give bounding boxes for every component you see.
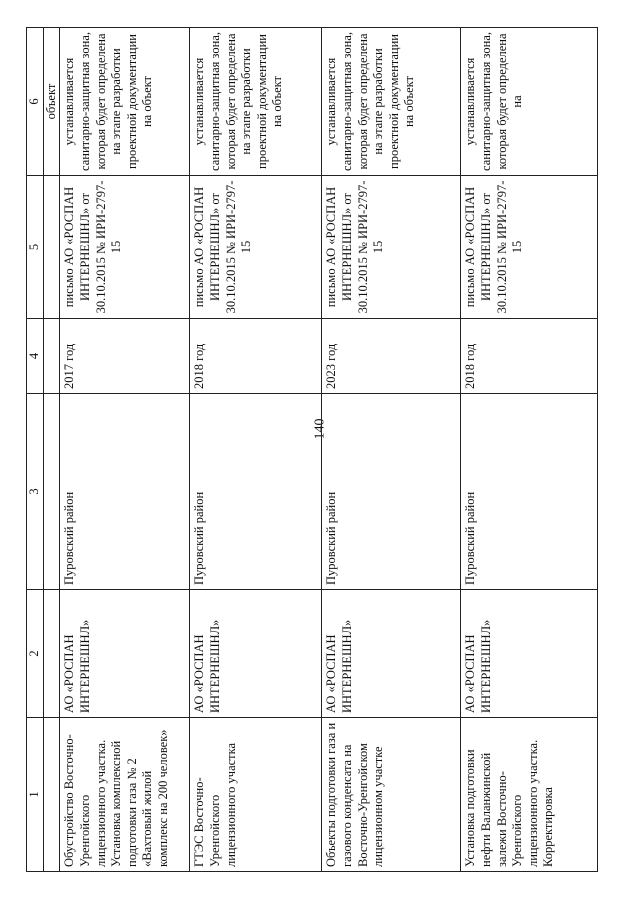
year-cell: 2018 год	[190, 319, 322, 394]
continuation-text: объект	[43, 28, 60, 176]
page-number: 140	[312, 418, 327, 440]
district-cell: Пуровский район	[190, 394, 322, 590]
column-number: 6	[27, 28, 44, 176]
column-number: 2	[27, 590, 44, 718]
note-cell: устанавливается санитарно-защитная зона, которая будет определена на этапе разработки проектной документации на объект	[322, 28, 461, 176]
district-cell: Пуровский район	[60, 394, 190, 590]
continuation-row	[43, 28, 60, 872]
source-cell: письмо АО «РОСПАН ИНТЕРНЕШНЛ» от 30.10.2015 № ИРИ-2797-15	[461, 176, 598, 319]
note-cell: устанавливается санитарно-защитная зона, которая будет определена на	[461, 28, 598, 176]
objects-table	[26, 27, 598, 872]
object-cell: Объекты подготовки газа и газового конденсата на Восточно-Уренгойском лицензионном участке	[322, 718, 461, 872]
column-number: 4	[27, 319, 44, 394]
source-cell: письмо АО «РОСПАН ИНТЕРНЕШНЛ» от 30.10.2015 № ИРИ-2797-15	[190, 176, 322, 319]
object-cell: ГТЭС Восточно-Уренгойского лицензионного участка	[190, 718, 322, 872]
object-cell: Установка подготовки нефти Валанжинской залежи Восточно-Уренгойского лицензионного участка. Корректировка	[461, 718, 598, 872]
table-row	[322, 28, 461, 872]
owner-cell: АО «РОСПАН ИНТЕРНЕШНЛ»	[461, 590, 598, 718]
year-cell: 2018 год	[461, 319, 598, 394]
table-row	[461, 28, 598, 872]
column-number: 3	[27, 394, 44, 590]
object-cell: Обустройство Восточно-Уренгойского лицензионного участка. Установка комплексной подготовки газа № 2 «Вахтовый жилой комплекс на 200 человек»	[60, 718, 190, 872]
source-cell: письмо АО «РОСПАН ИНТЕРНЕШНЛ» от 30.10.2015 № ИРИ-2797-15	[60, 176, 190, 319]
table-container	[26, 28, 582, 872]
owner-cell: АО «РОСПАН ИНТЕРНЕШНЛ»	[322, 590, 461, 718]
table-row	[190, 28, 322, 872]
column-number-row	[27, 28, 44, 872]
note-cell: устанавливается санитарно-защитная зона, которая будет определена на этапе разработки проектной документации на объект	[190, 28, 322, 176]
district-cell: Пуровский район	[461, 394, 598, 590]
year-cell: 2023 год	[322, 319, 461, 394]
year-cell: 2017 год	[60, 319, 190, 394]
table-row	[60, 28, 190, 872]
district-cell: Пуровский район	[322, 394, 461, 590]
source-cell: письмо АО «РОСПАН ИНТЕРНЕШНЛ» от 30.10.2015 № ИРИ-2797-15	[322, 176, 461, 319]
column-number: 1	[27, 718, 44, 872]
owner-cell: АО «РОСПАН ИНТЕРНЕШНЛ»	[190, 590, 322, 718]
note-cell: устанавливается санитарно-защитная зона, которая будет определена на этапе разработки проектной документации на объект	[60, 28, 190, 176]
owner-cell: АО «РОСПАН ИНТЕРНЕШНЛ»	[60, 590, 190, 718]
column-number: 5	[27, 176, 44, 319]
